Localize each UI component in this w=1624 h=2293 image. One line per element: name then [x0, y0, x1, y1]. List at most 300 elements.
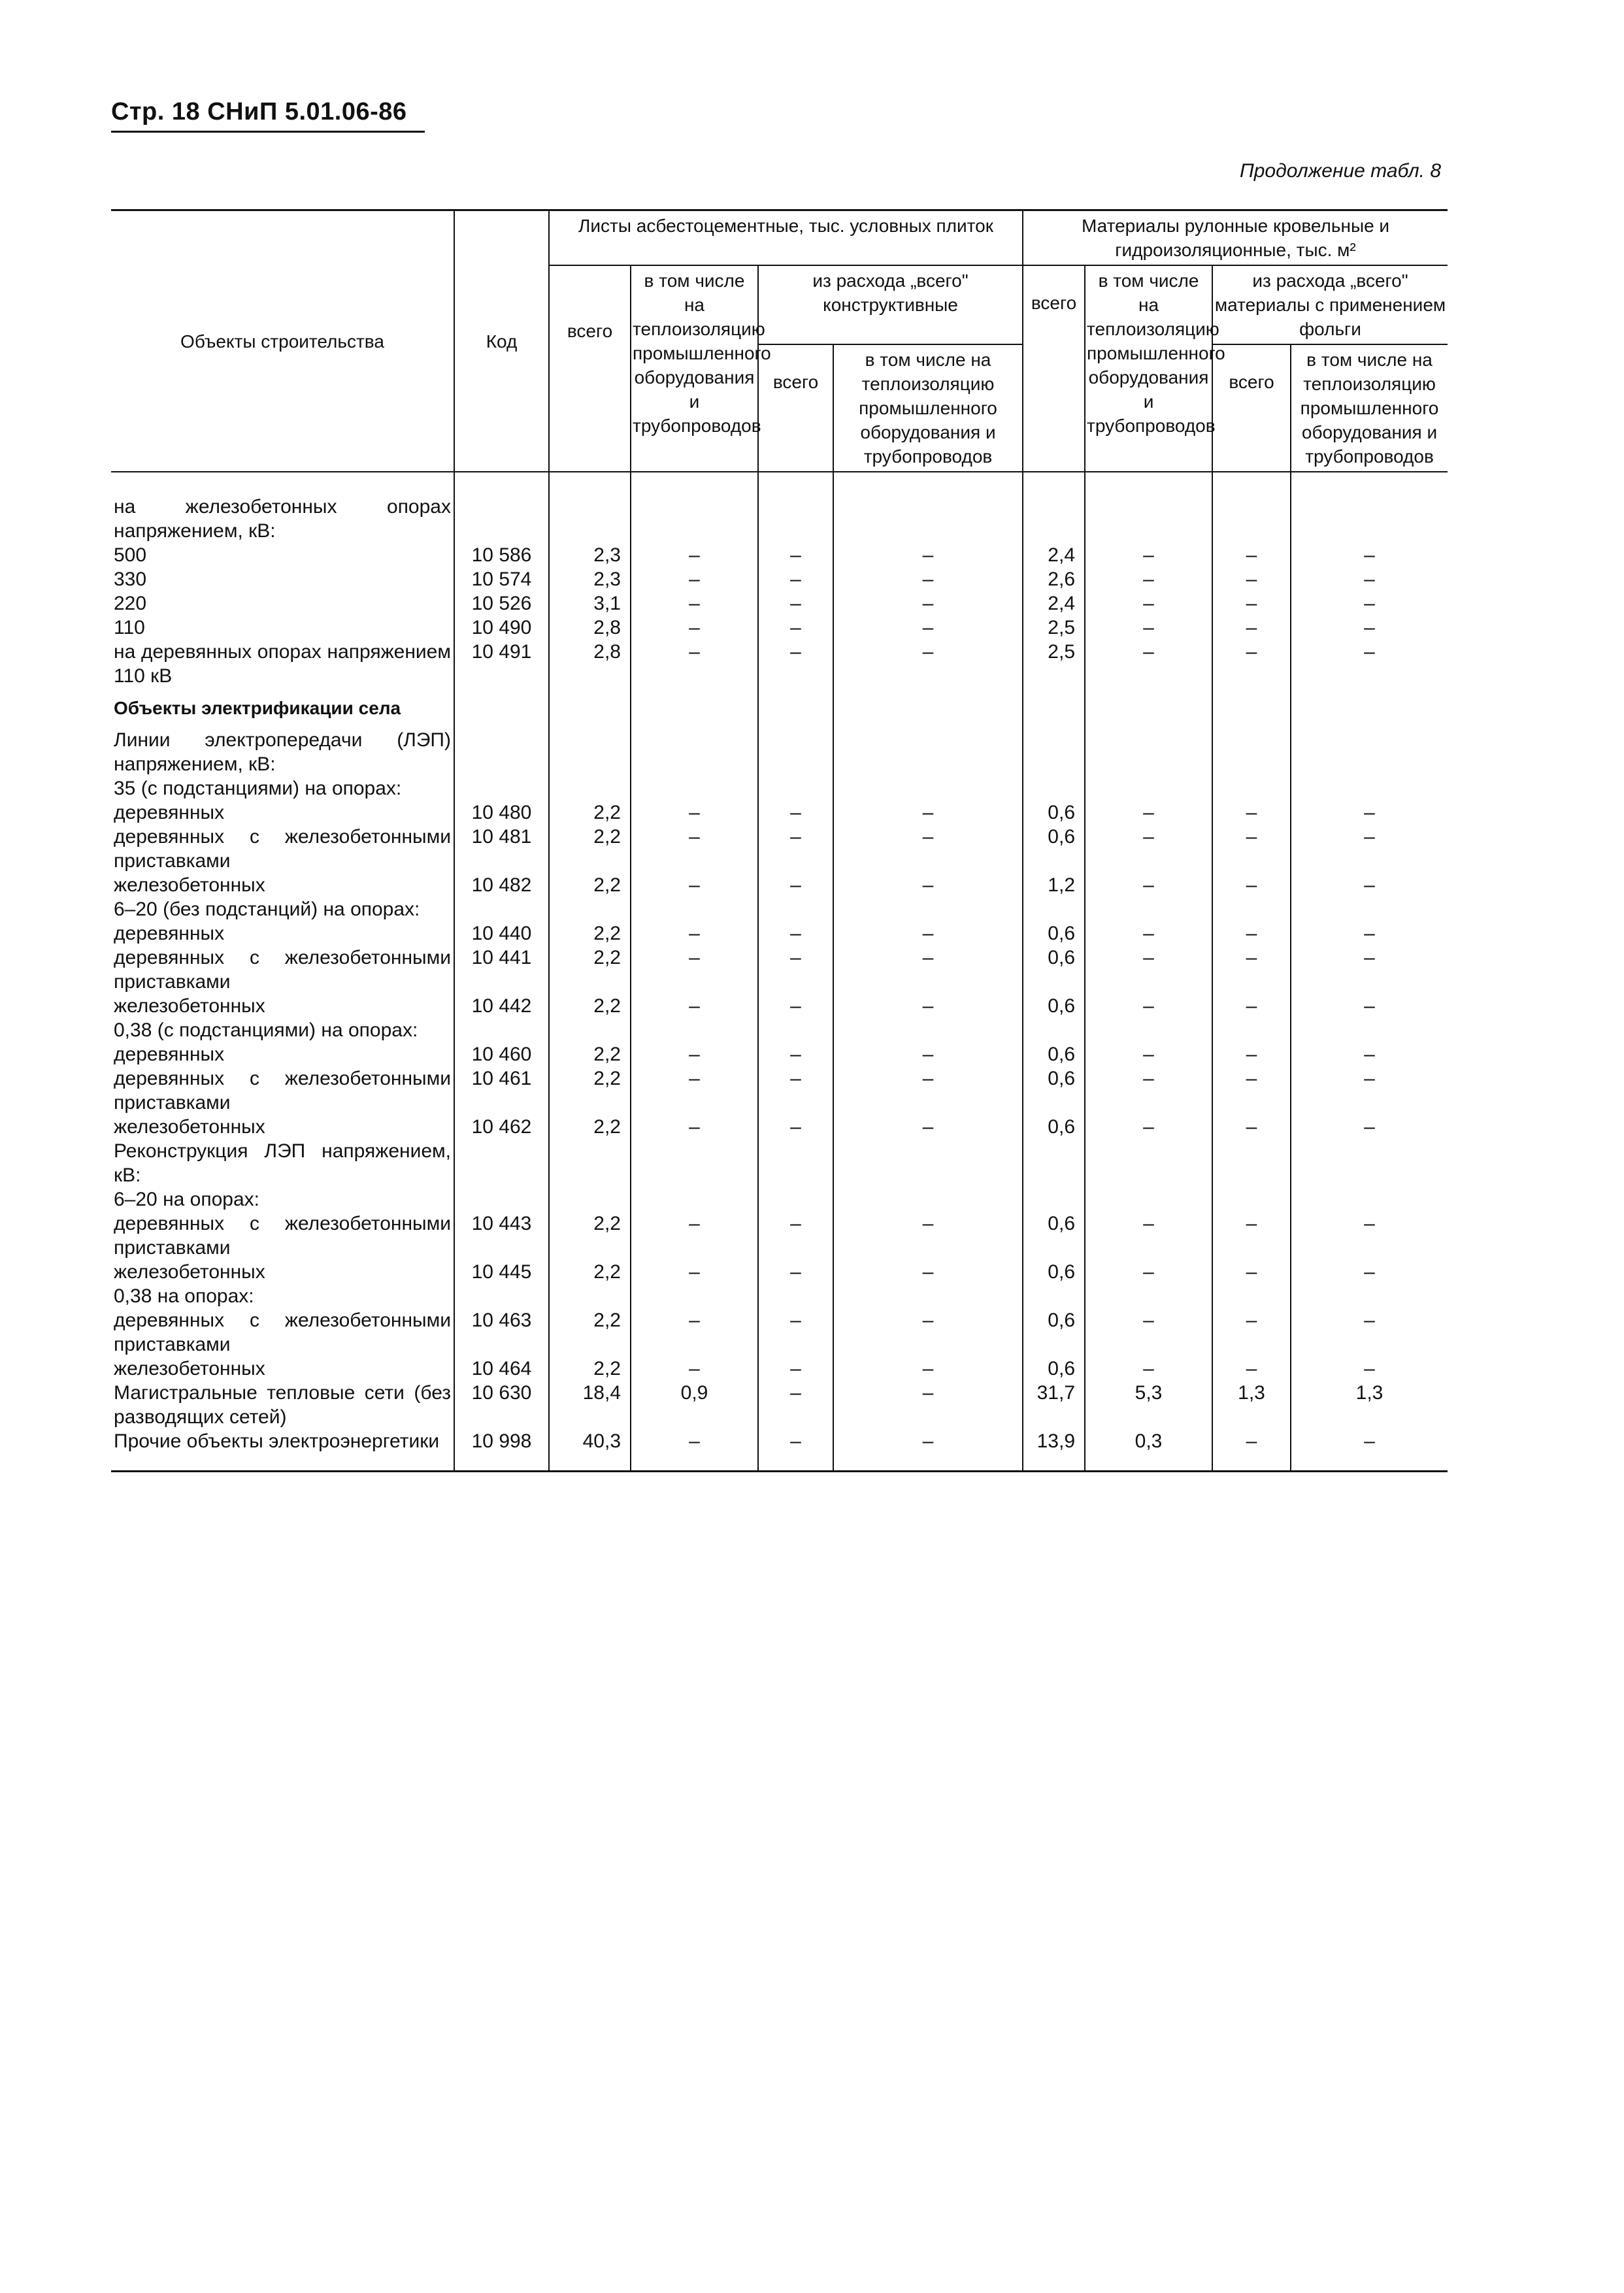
row-value-col-7: –: [1212, 1357, 1291, 1381]
row-code: [454, 776, 549, 800]
row-value-col-5: 0,6: [1023, 825, 1085, 873]
table-row: [111, 591, 1448, 616]
row-value-col-7: –: [1212, 1260, 1291, 1284]
row-value-col-7: [1212, 1018, 1291, 1042]
row-value-col-2: [631, 495, 758, 543]
row-value-col-7: [1212, 1284, 1291, 1308]
row-code: 10 461: [454, 1066, 549, 1115]
row-value-col-2: –: [631, 994, 758, 1018]
row-value-col-5: 0,6: [1023, 994, 1085, 1018]
row-value-col-7: [1212, 1139, 1291, 1187]
row-value-col-4: –: [833, 543, 1023, 567]
row-value-col-3: –: [758, 873, 833, 897]
row-value-col-4: –: [833, 616, 1023, 640]
row-value-col-8: –: [1291, 921, 1448, 946]
row-value-col-2: [631, 728, 758, 776]
row-value-col-2: –: [631, 1066, 758, 1115]
row-value-col-8: –: [1291, 1260, 1448, 1284]
row-code: [454, 897, 549, 921]
row-value-col-6: [1085, 728, 1212, 776]
row-value-col-4: –: [833, 1042, 1023, 1066]
row-value-col-6: –: [1085, 1066, 1212, 1115]
row-value-col-3: [758, 897, 833, 921]
row-value-col-3: –: [758, 1260, 833, 1284]
row-object-name: Реконструкция ЛЭП напряжением, кВ:: [111, 1139, 454, 1187]
table-row: [111, 616, 1448, 640]
table-body: [111, 472, 1448, 1472]
row-value-col-1: 2,2: [549, 873, 631, 897]
row-value-col-4: [833, 1139, 1023, 1187]
row-value-col-8: [1291, 897, 1448, 921]
row-value-col-1: 2,2: [549, 1066, 631, 1115]
row-value-col-5: 0,6: [1023, 1308, 1085, 1357]
row-value-col-4: [833, 897, 1023, 921]
row-value-col-4: [833, 688, 1023, 728]
header-g1-constructive-total: всего: [758, 344, 833, 472]
row-value-col-5: 2,5: [1023, 616, 1085, 640]
row-value-col-8: –: [1291, 616, 1448, 640]
row-value-col-4: –: [833, 1357, 1023, 1381]
spacer-row: [111, 472, 1448, 495]
row-value-col-5: 0,6: [1023, 800, 1085, 825]
row-value-col-5: 13,9: [1023, 1429, 1085, 1472]
row-value-col-2: [631, 1187, 758, 1212]
row-value-col-3: –: [758, 946, 833, 994]
row-value-col-3: –: [758, 1357, 833, 1381]
row-object-name: железобетонных: [111, 994, 454, 1018]
row-value-col-8: –: [1291, 591, 1448, 616]
row-value-col-6: –: [1085, 1357, 1212, 1381]
row-object-name: Магистральные тепловые сети (без разводящих сетей): [111, 1381, 454, 1429]
row-value-col-7: [1212, 776, 1291, 800]
table-row: [111, 994, 1448, 1018]
table-row: [111, 1308, 1448, 1357]
row-object-name: 500: [111, 543, 454, 567]
row-value-col-2: –: [631, 873, 758, 897]
row-value-col-6: –: [1085, 1308, 1212, 1357]
row-value-col-2: [631, 688, 758, 728]
page-title: Стр. 18 СНиП 5.01.06-86: [111, 98, 407, 125]
row-value-col-8: –: [1291, 1042, 1448, 1066]
row-value-col-6: –: [1085, 1115, 1212, 1139]
row-value-col-6: [1085, 1284, 1212, 1308]
row-code: 10 462: [454, 1115, 549, 1139]
row-value-col-3: –: [758, 800, 833, 825]
row-value-col-8: –: [1291, 800, 1448, 825]
row-value-col-1: 3,1: [549, 591, 631, 616]
row-value-col-1: 2,8: [549, 616, 631, 640]
row-code: [454, 495, 549, 543]
row-value-col-6: [1085, 897, 1212, 921]
row-value-col-3: –: [758, 1212, 833, 1260]
row-value-col-2: –: [631, 1429, 758, 1472]
row-value-col-2: [631, 1018, 758, 1042]
header-g2-total: всего: [1023, 265, 1085, 472]
row-code: 10 586: [454, 543, 549, 567]
row-value-col-5: 0,6: [1023, 1260, 1085, 1284]
row-object-name: деревянных: [111, 1042, 454, 1066]
table-row: [111, 567, 1448, 591]
row-value-col-3: –: [758, 1429, 833, 1472]
row-value-col-3: –: [758, 1381, 833, 1429]
header-g1-total: всего: [549, 265, 631, 472]
row-value-col-6: –: [1085, 1042, 1212, 1066]
row-value-col-5: [1023, 1139, 1085, 1187]
row-value-col-2: –: [631, 567, 758, 591]
row-value-col-2: –: [631, 1260, 758, 1284]
row-value-col-5: 2,5: [1023, 640, 1085, 688]
row-value-col-2: [631, 897, 758, 921]
row-value-col-2: –: [631, 1308, 758, 1357]
row-value-col-2: [631, 776, 758, 800]
row-value-col-2: –: [631, 640, 758, 688]
row-value-col-7: [1212, 897, 1291, 921]
row-value-col-3: –: [758, 567, 833, 591]
row-value-col-4: –: [833, 591, 1023, 616]
header-g2-foil-total: всего: [1212, 344, 1291, 472]
row-value-col-8: –: [1291, 1357, 1448, 1381]
row-value-col-6: –: [1085, 921, 1212, 946]
row-value-col-3: –: [758, 921, 833, 946]
row-value-col-4: –: [833, 1115, 1023, 1139]
row-value-col-2: –: [631, 1357, 758, 1381]
row-value-col-5: [1023, 688, 1085, 728]
row-object-name: на железобетонных опорах напряжением, кВ:: [111, 495, 454, 543]
row-code: 10 480: [454, 800, 549, 825]
row-value-col-5: [1023, 728, 1085, 776]
header-objects: Объекты строительства: [111, 210, 454, 472]
row-value-col-8: [1291, 688, 1448, 728]
row-code: 10 441: [454, 946, 549, 994]
row-value-col-8: –: [1291, 825, 1448, 873]
table-row: [111, 1429, 1448, 1472]
row-code: 10 481: [454, 825, 549, 873]
row-value-col-1: [549, 1284, 631, 1308]
row-value-col-1: [549, 495, 631, 543]
row-value-col-5: 0,6: [1023, 1066, 1085, 1115]
row-value-col-4: –: [833, 1212, 1023, 1260]
row-value-col-3: [758, 1139, 833, 1187]
header-underline: [111, 131, 425, 133]
row-value-col-1: 2,8: [549, 640, 631, 688]
header-g1-constructive-insulation: в том числе на теплоизоляцию промышленного оборудования и трубопроводов: [833, 344, 1023, 472]
row-value-col-6: [1085, 688, 1212, 728]
row-value-col-5: 0,6: [1023, 921, 1085, 946]
row-value-col-8: –: [1291, 873, 1448, 897]
header-asbestos-sheets: Листы асбестоцементные, тыс. условных плиток: [549, 210, 1023, 266]
row-value-col-2: –: [631, 1115, 758, 1139]
row-value-col-8: [1291, 1139, 1448, 1187]
materials-table: [111, 209, 1448, 1472]
row-value-col-6: [1085, 1187, 1212, 1212]
row-value-col-6: –: [1085, 1260, 1212, 1284]
row-value-col-8: –: [1291, 1212, 1448, 1260]
row-code: 10 440: [454, 921, 549, 946]
row-value-col-6: –: [1085, 994, 1212, 1018]
row-object-name: 110: [111, 616, 454, 640]
row-value-col-4: –: [833, 921, 1023, 946]
row-value-col-4: –: [833, 800, 1023, 825]
row-code: 10 574: [454, 567, 549, 591]
row-value-col-7: –: [1212, 1115, 1291, 1139]
row-code: 10 443: [454, 1212, 549, 1260]
row-value-col-3: [758, 688, 833, 728]
row-value-col-7: –: [1212, 640, 1291, 688]
row-object-name: Линии электропередачи (ЛЭП) напряжением, кВ:: [111, 728, 454, 776]
row-value-col-1: 2,2: [549, 800, 631, 825]
row-value-col-7: –: [1212, 591, 1291, 616]
row-object-name: деревянных с железобетонными приставками: [111, 825, 454, 873]
row-code: [454, 1018, 549, 1042]
row-value-col-5: 0,6: [1023, 1212, 1085, 1260]
row-value-col-5: 0,6: [1023, 1357, 1085, 1381]
row-object-name: железобетонных: [111, 873, 454, 897]
row-object-name: деревянных с железобетонными приставками: [111, 1066, 454, 1115]
row-value-col-6: –: [1085, 800, 1212, 825]
row-object-name: деревянных с железобетонными приставками: [111, 946, 454, 994]
table-row: [111, 946, 1448, 994]
row-value-col-6: –: [1085, 873, 1212, 897]
row-code: 10 998: [454, 1429, 549, 1472]
row-value-col-5: [1023, 776, 1085, 800]
row-value-col-5: 2,4: [1023, 591, 1085, 616]
row-value-col-1: 2,2: [549, 1115, 631, 1139]
row-value-col-7: –: [1212, 946, 1291, 994]
row-value-col-3: –: [758, 543, 833, 567]
header-g2-foil-insulation: в том числе на теплоизоляцию промышленного оборудования и трубопроводов: [1291, 344, 1448, 472]
row-value-col-3: –: [758, 1115, 833, 1139]
row-value-col-1: [549, 776, 631, 800]
row-value-col-4: [833, 728, 1023, 776]
row-value-col-5: 0,6: [1023, 1115, 1085, 1139]
table-row: [111, 1042, 1448, 1066]
table-row: [111, 776, 1448, 800]
row-value-col-8: [1291, 1284, 1448, 1308]
row-value-col-8: –: [1291, 543, 1448, 567]
row-code: 10 482: [454, 873, 549, 897]
row-value-col-5: 0,6: [1023, 1042, 1085, 1066]
row-value-col-7: –: [1212, 1308, 1291, 1357]
row-value-col-1: 2,2: [549, 1260, 631, 1284]
row-value-col-6: [1085, 1018, 1212, 1042]
row-code: 10 463: [454, 1308, 549, 1357]
row-value-col-5: 0,6: [1023, 946, 1085, 994]
row-value-col-7: –: [1212, 873, 1291, 897]
row-code: [454, 1284, 549, 1308]
row-value-col-4: –: [833, 567, 1023, 591]
row-code: 10 442: [454, 994, 549, 1018]
row-value-col-8: [1291, 776, 1448, 800]
row-value-col-4: –: [833, 825, 1023, 873]
row-object-name: железобетонных: [111, 1357, 454, 1381]
row-value-col-4: –: [833, 946, 1023, 994]
header-roll-materials: Материалы рулонные кровельные и гидроизоляционные, тыс. м²: [1023, 210, 1448, 266]
row-value-col-6: –: [1085, 1212, 1212, 1260]
row-value-col-7: [1212, 1187, 1291, 1212]
row-value-col-8: [1291, 1018, 1448, 1042]
row-value-col-4: [833, 495, 1023, 543]
row-object-name: на деревянных опорах напряжением 110 кВ: [111, 640, 454, 688]
row-value-col-3: [758, 1284, 833, 1308]
row-code: 10 464: [454, 1357, 549, 1381]
table-row: [111, 873, 1448, 897]
row-code: 10 460: [454, 1042, 549, 1066]
header-g1-constructive: из расхода „всего" конструктивные: [758, 265, 1023, 344]
row-value-col-6: –: [1085, 946, 1212, 994]
row-value-col-4: [833, 776, 1023, 800]
row-value-col-4: –: [833, 1381, 1023, 1429]
row-value-col-1: 18,4: [549, 1381, 631, 1429]
row-code: 10 491: [454, 640, 549, 688]
row-value-col-7: [1212, 688, 1291, 728]
row-value-col-8: –: [1291, 1308, 1448, 1357]
row-value-col-2: [631, 1284, 758, 1308]
row-value-col-4: –: [833, 1308, 1023, 1357]
table-row: [111, 921, 1448, 946]
row-value-col-8: [1291, 495, 1448, 543]
row-value-col-8: –: [1291, 994, 1448, 1018]
row-object-name: 6–20 (без подстанций) на опорах:: [111, 897, 454, 921]
row-value-col-6: –: [1085, 825, 1212, 873]
row-value-col-3: [758, 1018, 833, 1042]
row-object-name: 0,38 на опорах:: [111, 1284, 454, 1308]
row-value-col-4: –: [833, 1260, 1023, 1284]
row-code: [454, 688, 549, 728]
row-value-col-4: –: [833, 1066, 1023, 1115]
row-value-col-8: –: [1291, 640, 1448, 688]
row-value-col-6: 0,3: [1085, 1429, 1212, 1472]
row-value-col-2: –: [631, 1042, 758, 1066]
table-row: [111, 825, 1448, 873]
section-heading: Объекты электрификации села: [114, 698, 401, 718]
row-value-col-1: [549, 1187, 631, 1212]
row-value-col-5: [1023, 897, 1085, 921]
table-row: [111, 1212, 1448, 1260]
header-g2-insulation: в том числе на теплоизоляцию промышленного оборудования и трубопроводов: [1085, 265, 1212, 472]
row-value-col-6: [1085, 495, 1212, 543]
header-kod: Код: [454, 210, 549, 472]
row-value-col-8: 1,3: [1291, 1381, 1448, 1429]
table-row: [111, 1357, 1448, 1381]
row-value-col-3: –: [758, 1042, 833, 1066]
row-value-col-1: 2,2: [549, 946, 631, 994]
row-value-col-6: [1085, 1139, 1212, 1187]
row-value-col-3: –: [758, 591, 833, 616]
row-value-col-4: [833, 1187, 1023, 1212]
row-value-col-1: 2,2: [549, 825, 631, 873]
row-value-col-6: –: [1085, 567, 1212, 591]
table-row: [111, 1139, 1448, 1187]
row-code: 10 490: [454, 616, 549, 640]
row-value-col-1: 2,3: [549, 543, 631, 567]
row-value-col-7: –: [1212, 567, 1291, 591]
row-value-col-8: [1291, 1187, 1448, 1212]
row-value-col-7: –: [1212, 825, 1291, 873]
row-code: 10 445: [454, 1260, 549, 1284]
table-row: [111, 495, 1448, 543]
table-row: [111, 1260, 1448, 1284]
row-value-col-7: –: [1212, 994, 1291, 1018]
row-value-col-8: –: [1291, 1115, 1448, 1139]
row-value-col-7: –: [1212, 921, 1291, 946]
row-value-col-6: –: [1085, 616, 1212, 640]
row-value-col-2: –: [631, 946, 758, 994]
row-value-col-5: [1023, 1284, 1085, 1308]
row-value-col-5: 2,4: [1023, 543, 1085, 567]
row-value-col-7: –: [1212, 1042, 1291, 1066]
row-object-name: железобетонных: [111, 1115, 454, 1139]
row-value-col-5: 1,2: [1023, 873, 1085, 897]
table-row: [111, 897, 1448, 921]
row-value-col-2: –: [631, 616, 758, 640]
table-row: [111, 1187, 1448, 1212]
row-value-col-3: [758, 495, 833, 543]
table-continuation-label: Продолжение табл. 8: [1240, 160, 1441, 182]
row-value-col-5: [1023, 1018, 1085, 1042]
row-value-col-6: –: [1085, 591, 1212, 616]
row-value-col-3: –: [758, 616, 833, 640]
row-object-name: деревянных с железобетонными приставками: [111, 1308, 454, 1357]
row-value-col-2: –: [631, 591, 758, 616]
row-value-col-5: 31,7: [1023, 1381, 1085, 1429]
row-value-col-3: –: [758, 825, 833, 873]
table-row: [111, 543, 1448, 567]
row-value-col-1: 40,3: [549, 1429, 631, 1472]
row-value-col-1: 2,2: [549, 994, 631, 1018]
table-row: [111, 728, 1448, 776]
row-value-col-4: –: [833, 994, 1023, 1018]
row-value-col-7: –: [1212, 1066, 1291, 1115]
row-value-col-1: [549, 1139, 631, 1187]
row-value-col-8: [1291, 728, 1448, 776]
table-row: [111, 1066, 1448, 1115]
row-value-col-3: –: [758, 640, 833, 688]
row-value-col-1: 2,2: [549, 921, 631, 946]
row-value-col-2: –: [631, 543, 758, 567]
row-value-col-7: –: [1212, 1212, 1291, 1260]
table-row: [111, 1284, 1448, 1308]
row-value-col-8: –: [1291, 946, 1448, 994]
row-value-col-1: 2,2: [549, 1042, 631, 1066]
row-value-col-1: [549, 897, 631, 921]
table-row: [111, 688, 1448, 728]
row-value-col-4: –: [833, 873, 1023, 897]
row-value-col-4: [833, 1284, 1023, 1308]
row-code: 10 526: [454, 591, 549, 616]
row-value-col-8: –: [1291, 1066, 1448, 1115]
row-value-col-3: –: [758, 1066, 833, 1115]
row-value-col-6: –: [1085, 640, 1212, 688]
row-value-col-1: [549, 688, 631, 728]
table-row: [111, 1018, 1448, 1042]
row-value-col-7: –: [1212, 800, 1291, 825]
row-object-name: 0,38 (с подстанциями) на опорах:: [111, 1018, 454, 1042]
row-object-name: 330: [111, 567, 454, 591]
row-value-col-3: –: [758, 1308, 833, 1357]
row-value-col-7: –: [1212, 1429, 1291, 1472]
row-value-col-3: –: [758, 994, 833, 1018]
row-value-col-5: 2,6: [1023, 567, 1085, 591]
row-value-col-2: –: [631, 800, 758, 825]
row-value-col-1: 2,2: [549, 1308, 631, 1357]
row-value-col-1: 2,2: [549, 1357, 631, 1381]
row-value-col-6: 5,3: [1085, 1381, 1212, 1429]
row-value-col-4: –: [833, 640, 1023, 688]
table-row: [111, 1115, 1448, 1139]
row-value-col-7: –: [1212, 616, 1291, 640]
row-value-col-4: –: [833, 1429, 1023, 1472]
row-value-col-8: –: [1291, 567, 1448, 591]
